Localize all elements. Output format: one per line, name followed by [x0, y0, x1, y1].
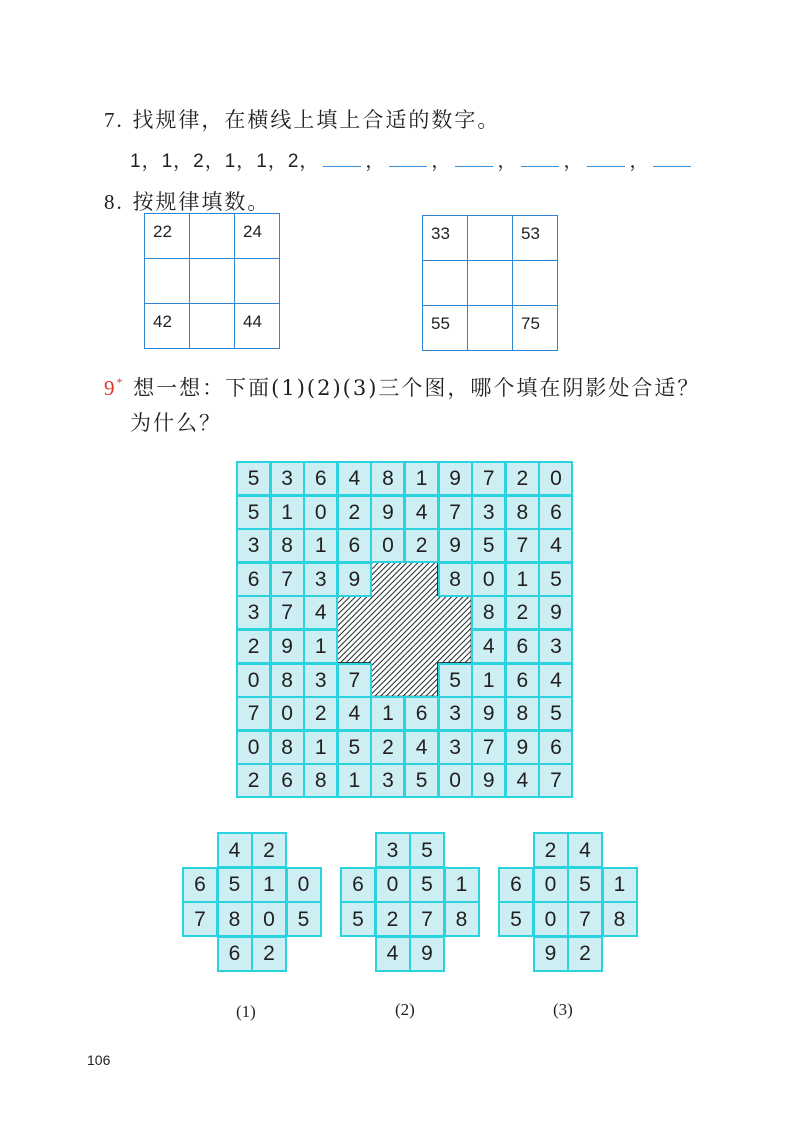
- option-digit-cell: 8: [444, 901, 480, 937]
- grid-digit-cell: 1: [303, 730, 338, 765]
- option-digit-cell: 8: [217, 901, 253, 937]
- grid-digit-cell: 2: [505, 461, 540, 496]
- separator: ，: [497, 151, 518, 172]
- grid-digit-cell: 9: [370, 495, 405, 530]
- separator: ，: [629, 151, 650, 172]
- cell-value: 33: [431, 224, 450, 243]
- option-digit-cell: 9: [409, 936, 445, 972]
- grid-digit-cell: 0: [471, 562, 506, 597]
- number-grid-right: [422, 215, 558, 351]
- option-digit-cell: 7: [182, 901, 218, 937]
- grid-digit-cell: 9: [471, 763, 506, 798]
- optional-star: *: [116, 375, 125, 389]
- option-figure-1[interactable]: [182, 832, 320, 970]
- grid-digit-cell: 1: [404, 461, 439, 496]
- separator: ，: [431, 151, 452, 172]
- grid-cell-blank[interactable]: [235, 259, 280, 304]
- sequence-given: 1，1，2，1，1，2，: [130, 151, 320, 172]
- option-label-3: (3): [553, 1000, 573, 1019]
- grid-digit-cell: 2: [337, 495, 372, 530]
- question-8-number: 8.: [104, 190, 124, 214]
- grid-cell: [423, 306, 468, 351]
- grid-digit-cell: 7: [471, 730, 506, 765]
- option-digit-cell: 0: [375, 867, 411, 903]
- grid-digit-cell: 9: [438, 461, 473, 496]
- grid-digit-cell: 7: [337, 663, 372, 698]
- grid-digit-cell: 8: [270, 528, 305, 563]
- grid-digit-cell: 0: [236, 730, 271, 765]
- grid-digit-cell: 8: [471, 595, 506, 630]
- grid-cell-blank[interactable]: [468, 261, 513, 306]
- grid-digit-cell: 0: [270, 696, 305, 731]
- grid-digit-cell: 7: [270, 595, 305, 630]
- grid-digit-cell: 2: [303, 696, 338, 731]
- grid-digit-cell: 3: [438, 696, 473, 731]
- grid-digit-cell: 3: [236, 528, 271, 563]
- grid-digit-cell: 7: [236, 696, 271, 731]
- answer-blank-3[interactable]: [455, 166, 493, 167]
- cell-value: 55: [431, 314, 450, 333]
- page-number: 106: [87, 1052, 111, 1068]
- grid-digit-cell: 8: [505, 495, 540, 530]
- option-digit-cell: 2: [251, 832, 287, 868]
- grid-cell: [423, 216, 468, 261]
- grid-digit-cell: 9: [438, 528, 473, 563]
- option-digit-cell: 1: [602, 867, 638, 903]
- option-digit-cell: 5: [409, 867, 445, 903]
- cell-value: 75: [521, 314, 540, 333]
- grid-digit-cell: 8: [270, 730, 305, 765]
- option-digit-cell: 5: [409, 832, 445, 868]
- grid-digit-cell: 3: [538, 629, 573, 664]
- grid-digit-cell: 3: [471, 495, 506, 530]
- grid-digit-cell: 1: [505, 562, 540, 597]
- sequence-row: [130, 146, 695, 173]
- option-digit-cell: 6: [182, 867, 218, 903]
- option-digit-cell: 1: [251, 867, 287, 903]
- cell-value: 44: [243, 312, 262, 331]
- grid-digit-cell: 9: [538, 595, 573, 630]
- answer-blank-4[interactable]: [521, 166, 559, 167]
- grid-digit-cell: 1: [270, 495, 305, 530]
- grid-digit-cell: 6: [404, 696, 439, 731]
- grid-digit-cell: 5: [404, 763, 439, 798]
- grid-digit-cell: 4: [404, 730, 439, 765]
- grid-digit-cell: 9: [505, 730, 540, 765]
- option-digit-cell: 5: [340, 901, 376, 937]
- option-digit-cell: 0: [533, 901, 569, 937]
- grid-digit-cell: 3: [303, 562, 338, 597]
- option-digit-cell: 9: [533, 936, 569, 972]
- grid-digit-cell: 6: [236, 562, 271, 597]
- grid-digit-cell: 8: [303, 763, 338, 798]
- option-digit-cell: 6: [340, 867, 376, 903]
- grid-digit-cell: 7: [471, 461, 506, 496]
- grid-digit-cell: 4: [538, 528, 573, 563]
- separator: ，: [563, 151, 584, 172]
- grid-digit-cell: 5: [236, 495, 271, 530]
- question-9-digit: 9: [104, 376, 117, 400]
- grid-digit-cell: 6: [538, 495, 573, 530]
- option-digit-cell: 6: [498, 867, 534, 903]
- question-9-text-line2: 为什么？: [130, 411, 222, 435]
- grid-digit-cell: 8: [270, 663, 305, 698]
- question-8: [104, 186, 270, 216]
- grid-digit-cell: 1: [370, 696, 405, 731]
- grid-digit-cell: 0: [538, 461, 573, 496]
- question-7: [104, 104, 500, 134]
- cell-value: 53: [521, 224, 540, 243]
- grid-digit-cell: 1: [337, 763, 372, 798]
- grid-digit-cell: 2: [404, 528, 439, 563]
- grid-digit-cell: 3: [303, 663, 338, 698]
- option-digit-cell: 2: [533, 832, 569, 868]
- grid-cell-blank[interactable]: [423, 261, 468, 306]
- grid-digit-cell: 2: [236, 629, 271, 664]
- grid-cell-blank[interactable]: [513, 261, 558, 306]
- grid-cell-blank[interactable]: [468, 306, 513, 351]
- grid-digit-cell: 4: [471, 629, 506, 664]
- grid-digit-cell: 4: [303, 595, 338, 630]
- grid-digit-cell: 3: [270, 461, 305, 496]
- grid-digit-cell: 5: [538, 696, 573, 731]
- option-figure-3[interactable]: [498, 832, 636, 970]
- grid-digit-cell: 4: [337, 696, 372, 731]
- grid-digit-cell: 4: [337, 461, 372, 496]
- grid-digit-cell: 7: [270, 562, 305, 597]
- grid-cell: [145, 304, 190, 349]
- grid-digit-cell: 9: [337, 562, 372, 597]
- grid-digit-cell: 4: [404, 495, 439, 530]
- grid-digit-cell: 5: [471, 528, 506, 563]
- grid-digit-cell: 4: [538, 663, 573, 698]
- option-label-2: (2): [395, 1000, 415, 1019]
- option-digit-cell: 4: [567, 832, 603, 868]
- grid-digit-cell: 8: [370, 461, 405, 496]
- answer-blank-1[interactable]: [323, 166, 361, 167]
- option-digit-cell: 5: [567, 867, 603, 903]
- grid-cell: [235, 304, 280, 349]
- option-digit-cell: 7: [409, 901, 445, 937]
- grid-digit-cell: 7: [438, 495, 473, 530]
- grid-digit-cell: 3: [236, 595, 271, 630]
- answer-blank-2[interactable]: [389, 166, 427, 167]
- cell-value: 42: [153, 312, 172, 331]
- grid-digit-cell: 0: [303, 495, 338, 530]
- grid-cell: [513, 216, 558, 261]
- option-digit-cell: 2: [375, 901, 411, 937]
- option-digit-cell: 5: [217, 867, 253, 903]
- question-9: [104, 372, 700, 402]
- option-digit-cell: 5: [498, 901, 534, 937]
- grid-digit-cell: 5: [337, 730, 372, 765]
- grid-digit-cell: 6: [505, 663, 540, 698]
- grid-digit-cell: 0: [438, 763, 473, 798]
- grid-cell: [235, 214, 280, 259]
- grid-digit-cell: 0: [236, 663, 271, 698]
- grid-digit-cell: 1: [303, 528, 338, 563]
- option-digit-cell: 3: [375, 832, 411, 868]
- grid-digit-cell: 6: [270, 763, 305, 798]
- grid-cell-blank[interactable]: [190, 214, 235, 259]
- question-9-text: 想一想：下面(1)(2)(3)三个图，哪个填在阴影处合适？: [133, 376, 701, 400]
- grid-cell-blank[interactable]: [468, 216, 513, 261]
- separator: ，: [365, 151, 386, 172]
- grid-digit-cell: 5: [236, 461, 271, 496]
- grid-digit-cell: 6: [505, 629, 540, 664]
- number-grid-left: [144, 213, 280, 349]
- cell-value: 22: [153, 222, 172, 241]
- grid-digit-cell: 1: [303, 629, 338, 664]
- question-7-number: 7.: [104, 108, 124, 132]
- option-digit-cell: 2: [567, 936, 603, 972]
- grid-digit-cell: 8: [438, 562, 473, 597]
- option-digit-cell: 2: [251, 936, 287, 972]
- question-8-text: 按规律填数。: [132, 190, 271, 214]
- option-digit-cell: 7: [567, 901, 603, 937]
- digit-puzzle-grid: [236, 461, 574, 799]
- option-digit-cell: 8: [602, 901, 638, 937]
- option-digit-cell: 0: [251, 901, 287, 937]
- grid-cell-blank[interactable]: [190, 259, 235, 304]
- option-digit-cell: 4: [375, 936, 411, 972]
- grid-digit-cell: 0: [370, 528, 405, 563]
- option-digit-cell: 1: [444, 867, 480, 903]
- grid-digit-cell: 5: [538, 562, 573, 597]
- option-digit-cell: 5: [286, 901, 322, 937]
- grid-digit-cell: 8: [505, 696, 540, 731]
- option-digit-cell: 6: [217, 936, 253, 972]
- grid-digit-cell: 2: [505, 595, 540, 630]
- question-9-number: [104, 376, 125, 400]
- option-label-1: (1): [236, 1002, 256, 1021]
- option-digit-cell: 4: [217, 832, 253, 868]
- grid-cell-blank[interactable]: [190, 304, 235, 349]
- grid-digit-cell: 1: [471, 663, 506, 698]
- answer-blank-6[interactable]: [653, 166, 691, 167]
- grid-digit-cell: 6: [337, 528, 372, 563]
- option-figure-2[interactable]: [340, 832, 478, 970]
- grid-digit-cell: 6: [303, 461, 338, 496]
- grid-cell: [145, 214, 190, 259]
- grid-digit-cell: 7: [505, 528, 540, 563]
- grid-digit-cell: 2: [370, 730, 405, 765]
- grid-digit-cell: 3: [370, 763, 405, 798]
- question-7-text: 找规律，在横线上填上合适的数字。: [132, 108, 501, 132]
- answer-blank-5[interactable]: [587, 166, 625, 167]
- grid-cell: [513, 306, 558, 351]
- grid-digit-cell: 4: [505, 763, 540, 798]
- grid-digit-cell: 9: [270, 629, 305, 664]
- grid-digit-cell: 6: [538, 730, 573, 765]
- option-digit-cell: 0: [533, 867, 569, 903]
- grid-digit-cell: 9: [471, 696, 506, 731]
- option-digit-cell: 0: [286, 867, 322, 903]
- grid-digit-cell: 3: [438, 730, 473, 765]
- grid-digit-cell: 5: [438, 663, 473, 698]
- grid-digit-cell: 7: [538, 763, 573, 798]
- grid-cell-blank[interactable]: [145, 259, 190, 304]
- cell-value: 24: [243, 222, 262, 241]
- grid-digit-cell: 2: [236, 763, 271, 798]
